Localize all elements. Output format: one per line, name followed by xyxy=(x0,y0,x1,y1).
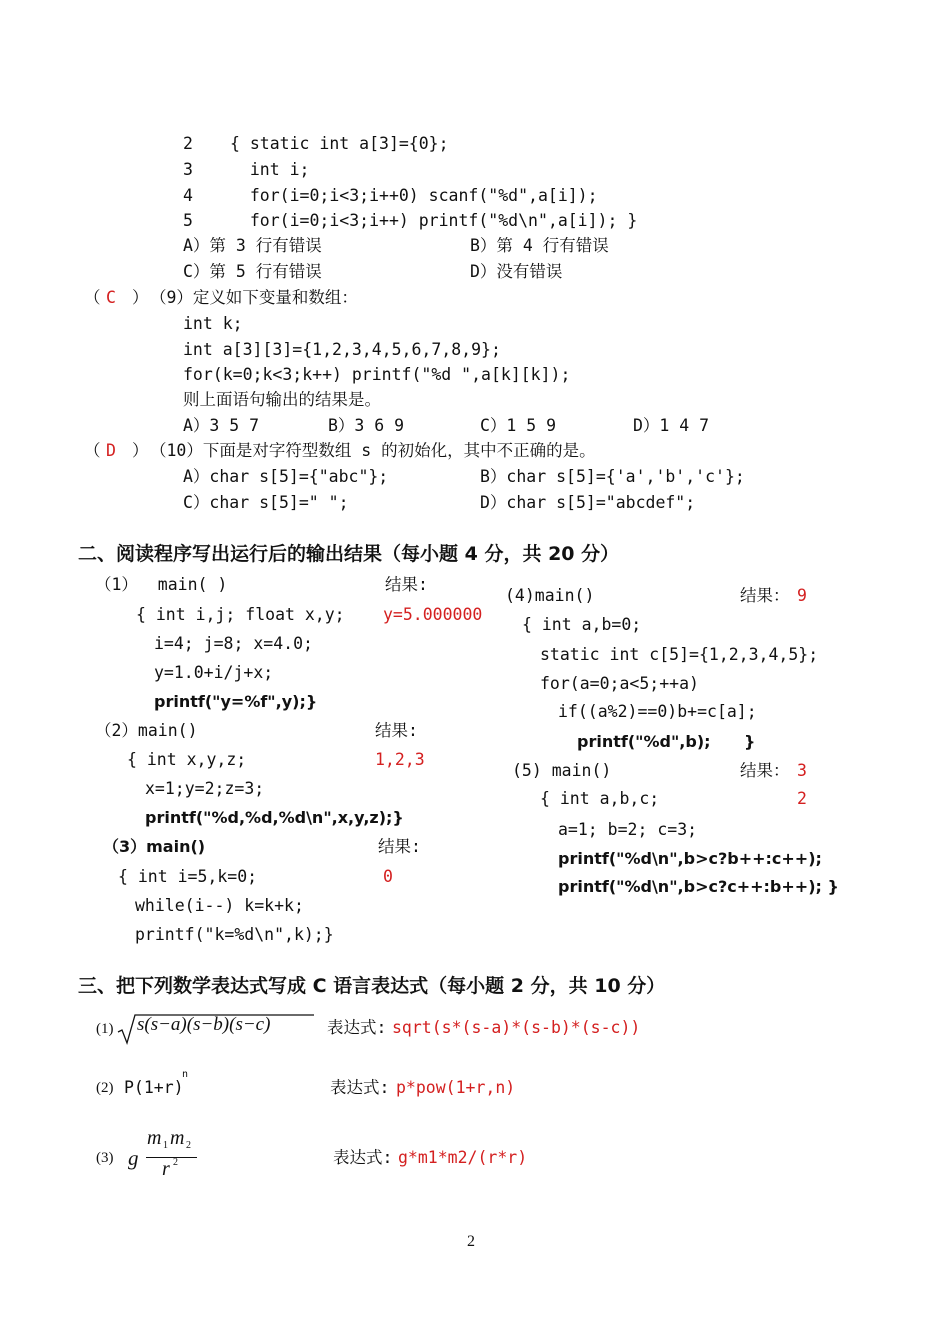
p3-code-line: while(i--) k=k+k; xyxy=(135,896,304,915)
p3-result-label: 结果: xyxy=(378,837,421,856)
q8-code-line: for(i=0;i<3;i++0) scanf("%d",a[i]); xyxy=(230,186,598,205)
q8-option-c: C）第 5 行有错误 xyxy=(183,262,322,281)
q9-code-line: for(k=0;k<3;k++) printf("%d ",a[k][k]); xyxy=(183,365,571,384)
p3-code-line: { int i=5,k=0; xyxy=(118,867,258,886)
p1-label: （1） main( ) xyxy=(95,575,228,594)
q9-answer-close: ） xyxy=(132,288,149,307)
q10-option-d: D）char s[5]="abcdef"; xyxy=(480,493,696,512)
q8-line-num: 2 xyxy=(183,134,193,153)
q8-code-line: for(i=0;i<3;i++) printf("%d\n",a[i]); } xyxy=(230,211,638,230)
p5-label: (5) main() xyxy=(512,761,612,780)
q9-option-b: B）3 6 9 xyxy=(328,416,405,435)
p4-result-label: 结果： xyxy=(740,586,790,605)
q8-code-line: int i; xyxy=(230,160,310,179)
expr3-denominator: r xyxy=(162,1158,170,1180)
q8-code-line: { static int a[3]={0}; xyxy=(230,134,449,153)
expr1-formula: s(s−a)(s−b)(s−c) xyxy=(137,1014,271,1035)
expr3-num: (3) xyxy=(96,1150,114,1166)
p5-code-line: a=1; b=2; c=3; xyxy=(558,820,698,839)
p1-result-label: 结果: xyxy=(385,575,428,594)
q9-answer: C xyxy=(106,288,116,307)
expr3-answer: g*m1*m2/(r*r) xyxy=(398,1148,528,1167)
p4-code-line: { int a,b=0; xyxy=(522,615,642,634)
p4-code-line: static int c[5]={1,2,3,4,5}; xyxy=(540,645,819,664)
p2-label: （2）main() xyxy=(95,721,198,740)
q10-answer-close: ） xyxy=(132,441,149,460)
p3-code-line: printf("k=%d\n",k);} xyxy=(135,925,334,944)
q8-option-b: B）第 4 行有错误 xyxy=(470,236,609,255)
p5-code-line: { int a,b,c; xyxy=(540,789,660,808)
expr3-sup: 2 xyxy=(173,1157,178,1168)
q10-answer-open: （ xyxy=(84,441,101,460)
q10-answer: D xyxy=(106,441,116,460)
expr1-label: 表达式: xyxy=(327,1018,387,1037)
p4-label: (4)main() xyxy=(505,586,595,605)
p5-result-1: 3 xyxy=(797,761,807,780)
q9-answer-open: （ xyxy=(84,288,101,307)
q8-option-a: A）第 3 行有错误 xyxy=(183,236,322,255)
p4-code-line: if((a%2)==0)b+=c[a]; xyxy=(558,702,757,721)
expr1-answer: sqrt(s*(s-a)*(s-b)*(s-c)) xyxy=(392,1018,641,1037)
p4-code-line: printf("%d",b); } xyxy=(577,732,756,751)
q10-option-b: B）char s[5]={'a','b','c'}; xyxy=(480,467,745,486)
expr2-num: (2) xyxy=(96,1080,114,1096)
fraction-bar xyxy=(146,1157,197,1158)
p5-result-label: 结果： xyxy=(740,761,790,780)
expr1-num: (1) xyxy=(96,1021,114,1037)
expr2-label: 表达式: xyxy=(330,1078,390,1097)
expr3-label: 表达式: xyxy=(333,1148,393,1167)
p5-result-2: 2 xyxy=(797,789,807,808)
q10-option-c: C）char s[5]=" "; xyxy=(183,493,349,512)
q10-label: （10）下面是对字符型数组 s 的初始化，其中不正确的是。 xyxy=(150,441,596,460)
p2-result: 1,2,3 xyxy=(375,750,425,769)
p2-result-label: 结果: xyxy=(375,721,418,740)
p2-code-line: { int x,y,z; xyxy=(127,750,247,769)
p1-code-line: { int i,j; float x,y; xyxy=(136,605,345,624)
expr2-formula-base: P(1+r) xyxy=(124,1078,184,1097)
q10-option-a: A）char s[5]={"abc"}; xyxy=(183,467,389,486)
q9-label: （9）定义如下变量和数组： xyxy=(150,288,358,307)
expr3-numerator-m2: m xyxy=(170,1127,185,1149)
expr2-formula-exponent: n xyxy=(182,1069,189,1080)
p1-code-line: y=1.0+i/j+x; xyxy=(154,663,274,682)
q9-option-d: D）1 4 7 xyxy=(633,416,710,435)
q9-code-line: int a[3][3]={1,2,3,4,5,6,7,8,9}; xyxy=(183,340,501,359)
p4-result: 9 xyxy=(797,586,807,605)
p5-code-line: printf("%d\n",b>c?b++:c++); xyxy=(558,849,822,868)
q9-option-a: A）3 5 7 xyxy=(183,416,260,435)
p3-result: 0 xyxy=(383,867,393,886)
expr3-numerator-m1: m xyxy=(147,1127,162,1149)
p1-code-line: printf("y=%f",y);} xyxy=(154,692,318,711)
p2-code-line: printf("%d,%d,%d\n",x,y,z);} xyxy=(145,808,404,827)
p1-code-line: i=4; j=8; x=4.0; xyxy=(154,634,313,653)
q9-code-line: int k; xyxy=(183,314,243,333)
expr3-sub2: 2 xyxy=(186,1140,191,1151)
section-heading-3: 三、把下列数学表达式写成 C 语言表达式（每小题 2 分，共 10 分） xyxy=(78,975,666,997)
q8-line-num: 5 xyxy=(183,211,193,230)
p1-result: y=5.000000 xyxy=(383,605,483,624)
expr2-answer: p*pow(1+r,n) xyxy=(396,1078,516,1097)
p5-code-line: printf("%d\n",b>c?c++:b++); } xyxy=(558,877,839,896)
p2-code-line: x=1;y=2;z=3; xyxy=(145,779,265,798)
q8-option-d: D）没有错误 xyxy=(470,262,563,281)
q8-line-num: 4 xyxy=(183,186,193,205)
p3-label: （3）main() xyxy=(103,837,206,856)
q8-line-num: 3 xyxy=(183,160,193,179)
q9-question: 则上面语句输出的结果是。 xyxy=(183,390,381,409)
page-number: 2 xyxy=(467,1233,475,1250)
p4-code-line: for(a=0;a<5;++a) xyxy=(540,674,699,693)
q9-option-c: C）1 5 9 xyxy=(480,416,557,435)
section-heading-2: 二、阅读程序写出运行后的输出结果（每小题 4 分，共 20 分） xyxy=(78,543,620,565)
expr3-sub1: 1 xyxy=(163,1140,168,1151)
expr3-g: g xyxy=(128,1146,139,1170)
